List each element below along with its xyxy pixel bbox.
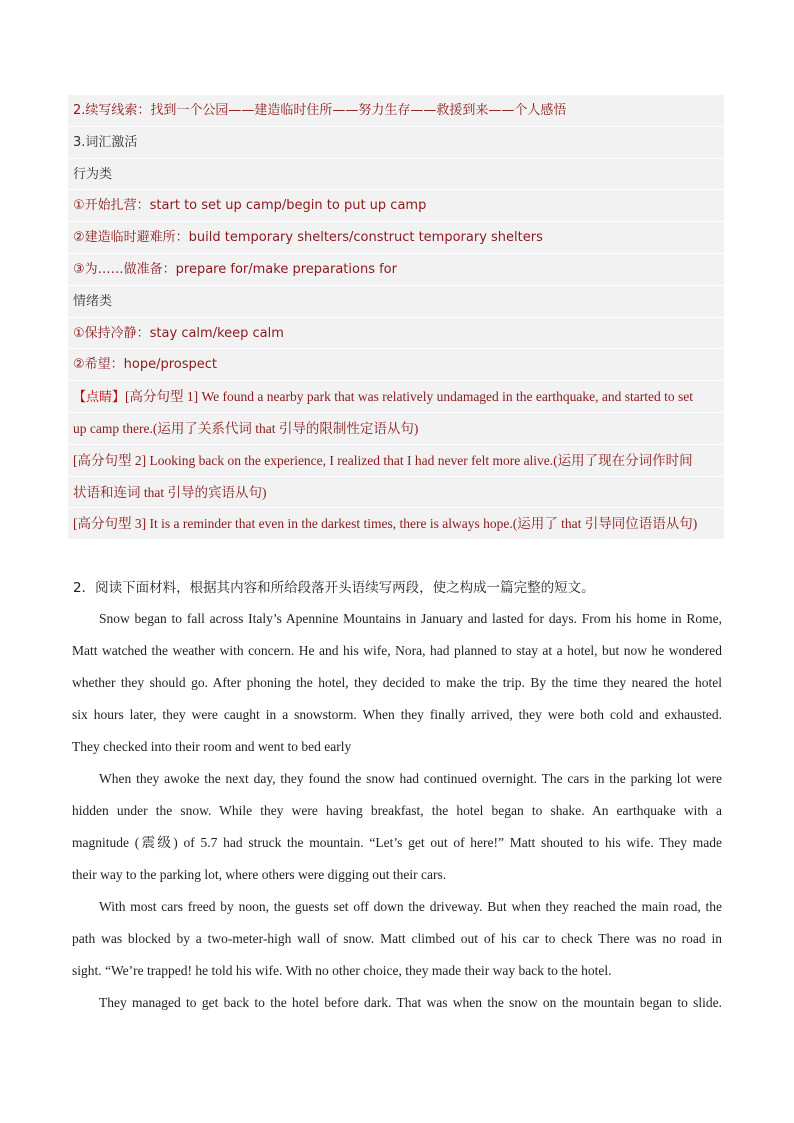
notes-text: up camp there.(运用了关系代词 that 引导的限制性定语从句) [73,420,419,436]
notes-line-emotion-heading [68,286,724,318]
notes-text: 行为类 [73,166,113,182]
passage-line: their way to the parking lot, where others were digging out their cars. [72,867,447,882]
notes-text: ①开始扎营：start to set up camp/begin to put up camp [73,198,427,214]
dianjing-label: 【点睛】 [73,390,126,406]
notes-text: [高分句型 3] It is a reminder that even in the darkest times, there is always hope.(运用了 that 引导同位语语从句) [73,516,698,532]
notes-text: ①保持冷静：stay calm/keep calm [73,325,284,341]
notes-line-sentence-3 [68,508,724,540]
passage-line: magnitude (震级) of 5.7 had struck the mountain. “Let’s get out of here!” Matt shouted to his wife. They made [72,835,722,850]
notes-text: ②希望：hope/prospect [73,357,218,373]
passage-line: whether they should go. After phoning the hotel, they decided to make the trip. By the time they neared the hotel [72,675,722,690]
passage-line: They managed to get back to the hotel before dark. That was when the snow on the mountain began to slide. [99,995,722,1010]
passage-line: With most cars freed by noon, the guests set off down the driveway. But when they reached the main road, the [99,899,722,914]
notes-text: ③为……做准备：prepare for/make preparations for [73,261,397,277]
passage [72,603,722,1019]
passage-line: Matt watched the weather with concern. He and his wife, Nora, had planned to stay at a hotel, but now he wondered [72,643,722,658]
notes-line-vocab-heading [68,127,724,159]
passage-line: When they awoke the next day, they found the snow had continued overnight. The cars in the parking lot were [99,771,722,786]
question-title: 2．阅读下面材料，根据其内容和所给段落开头语续写两段，使之构成一篇完整的短文。 [73,580,595,596]
notes-text: 3.词汇激活 [73,134,138,150]
notes-line-vocab-1 [68,190,724,222]
notes-text: [高分句型 2] Looking back on the experience, I realized that I had never felt more alive.(运用了现在分词作时间 [73,452,693,468]
notes-line-sentence-2b [68,477,724,509]
passage-line: six hours later, they were caught in a snowstorm. When they finally arrived, they were both cold and exhausted. [72,707,722,722]
notes-line-sentence-1b [68,413,724,445]
passage-line: sight. “We’re trapped! he told his wife. With no other choice, they made their way back to the hotel. [72,963,612,978]
passage-line: path was blocked by a two-meter-high wall of snow. Matt climbed out of his car to check There was no road in [72,931,722,946]
passage-line: Snow began to fall across Italy’s Apennine Mountains in January and lasted for days. From his home in Rome, [99,611,722,626]
notes-line-vocab-2 [68,222,724,254]
notes-line-action-heading [68,159,724,191]
notes-line-sentence-2a [68,445,724,477]
notes-text: ②建造临时避难所：build temporary shelters/construct temporary shelters [73,230,543,246]
notes-line-emotion-2 [68,349,724,381]
notes-text: 状语和连词 that 引导的宾语从句) [73,484,267,500]
notes-text: [高分句型 1] We found a nearby park that was relatively undamaged in the earthquake, and started to set [125,389,693,405]
notes-line-clues [68,95,724,127]
notes-block [68,95,724,540]
passage-line: hidden under the snow. While they were having breakfast, the hotel began to shake. An earthquake with a [72,803,722,818]
passage-line: They checked into their room and went to bed early [72,739,352,754]
notes-line-sentence-1a [68,381,724,413]
notes-line-emotion-1 [68,318,724,350]
notes-line-vocab-3 [68,254,724,286]
notes-text: 2.续写线索：找到一个公园——建造临时住所——努力生存——救援到来——个人感悟 [73,103,567,118]
notes-text: 情绪类 [73,293,113,309]
